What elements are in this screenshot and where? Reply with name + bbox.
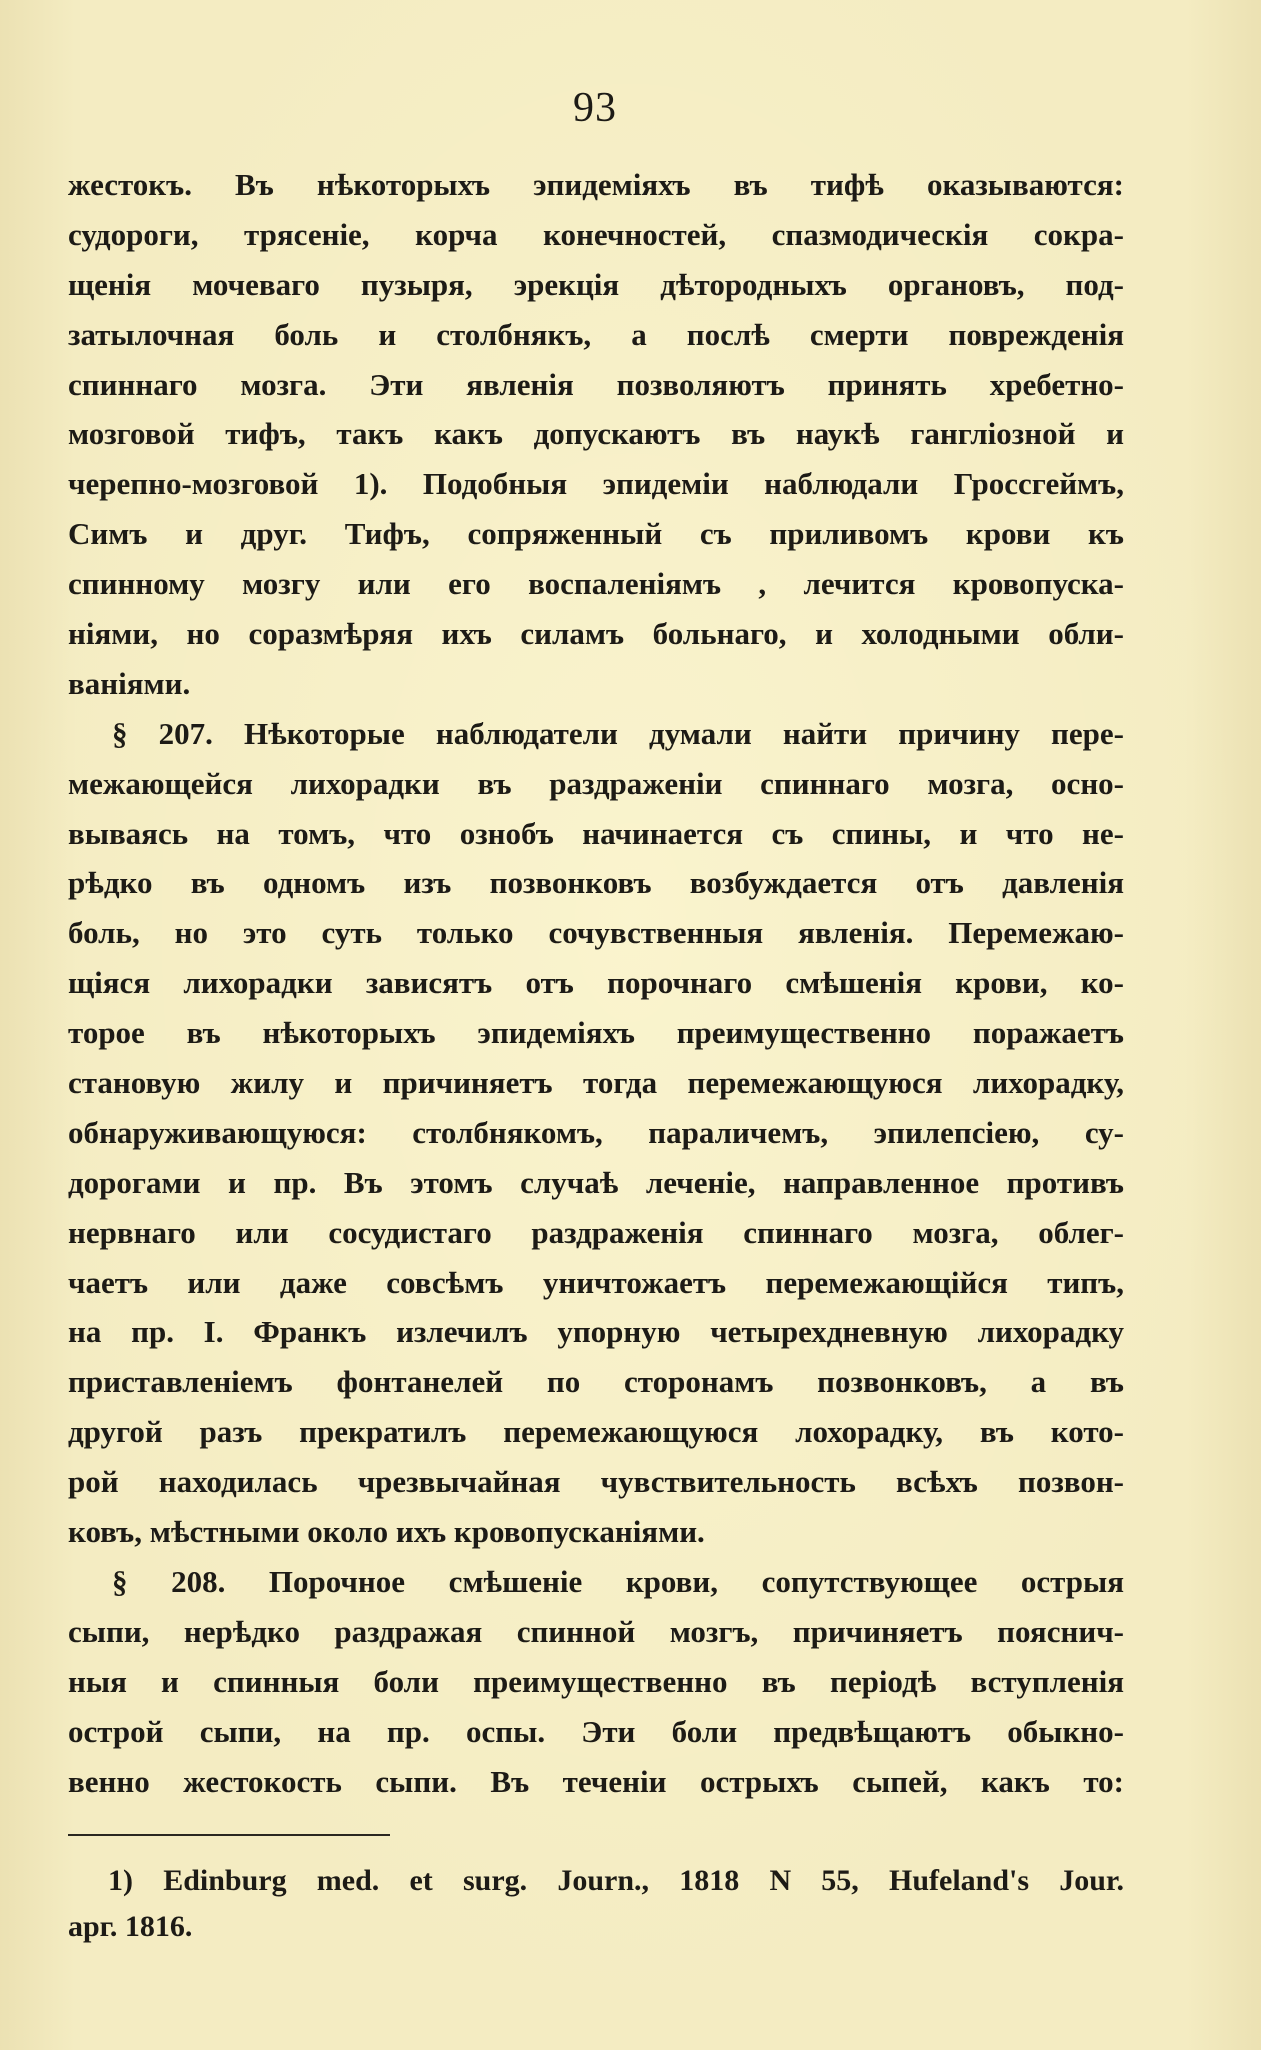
section-208-heading-line: § 208. Порочное смѣшеніе крови, сопутствующее острыя: [112, 1563, 1124, 1599]
page-number: 93: [573, 85, 617, 131]
text-line: рѣдко въ одномъ изъ позвонковъ возбуждается отъ давленія: [68, 865, 1124, 901]
footnote-line: 1) Edinburg med. et surg. Journ., 1818 N 55, Hufeland's Jour.: [108, 1864, 1124, 1897]
text-line: спинному мозгу или его воспаленіямъ , лечится кровопуска-: [68, 566, 1124, 602]
text-line: спиннаго мозга. Эти явленія позволяютъ принять хребетно-: [68, 366, 1124, 402]
text-line: ковъ, мѣстными около ихъ кровопусканіями.: [68, 1514, 705, 1550]
text-line: затылочная боль и столбнякъ, а послѣ смерти поврежденія: [68, 316, 1124, 352]
text-line: вываясь на томъ, что ознобъ начинается съ спины, и что не-: [68, 815, 1124, 851]
footnote: [68, 1858, 1124, 1950]
text-line: чаетъ или даже совсѣмъ уничтожаетъ перемежающійся типъ,: [68, 1264, 1124, 1300]
text-line: на пр. I. Франкъ излечилъ упорную четырехдневную лихорадку: [68, 1314, 1124, 1350]
text-line: боль, но это суть только сочувственныя явленія. Перемежаю-: [68, 915, 1124, 951]
text-line: межающейся лихорадки въ раздраженіи спиннаго мозга, осно-: [68, 765, 1124, 801]
text-line: сыпи, нерѣдко раздражая спинной мозгъ, причиняетъ пояснич-: [68, 1613, 1124, 1649]
text-line: судороги, трясеніе, корча конечностей, спазмодическія сокра-: [68, 216, 1124, 252]
text-line: жестокъ. Въ нѣкоторыхъ эпидеміяхъ въ тифѣ оказываются:: [68, 167, 1124, 202]
text-line: ваніями.: [68, 665, 191, 701]
text-line: щенія мочеваго пузыря, эрекція дѣтородныхъ органовъ, под-: [68, 266, 1124, 302]
footnote-line: арг. 1816.: [68, 1910, 193, 1943]
text-line: приставленіемъ фонтанелей по сторонамъ позвонковъ, а въ: [68, 1364, 1124, 1400]
text-line: рой находилась чрезвычайная чувствительность всѣхъ позвон-: [68, 1464, 1124, 1500]
text-line: обнаруживающуюся: столбнякомъ, параличемъ, эпилепсіею, су-: [68, 1114, 1124, 1150]
text-line: ніями, но соразмѣряя ихъ силамъ больнаго, и холодными обли-: [68, 616, 1124, 652]
text-line: становую жилу и причиняетъ тогда перемежающуюся лихорадку,: [68, 1065, 1124, 1101]
text-line: нервнаго или сосудистаго раздраженія спиннаго мозга, облег-: [68, 1214, 1124, 1250]
body-text: [68, 160, 1124, 1806]
text-line: торое въ нѣкоторыхъ эпидеміяхъ преимущественно поражаетъ: [68, 1015, 1124, 1051]
text-line: щіяся лихорадки зависятъ отъ порочнаго смѣшенія крови, ко-: [68, 965, 1124, 1001]
text-line: мозговой тифъ, такъ какъ допускаютъ въ наукѣ ганглiозной и: [68, 416, 1124, 452]
text-line: черепно-мозговой 1). Подобныя эпидеміи наблюдали Гроссгеймъ,: [68, 466, 1124, 502]
text-line: другой разъ прекратилъ перемежающуюся лохорадку, въ кото-: [68, 1414, 1124, 1450]
footnote-divider: [68, 1834, 390, 1836]
text-line: венно жестокость сыпи. Въ теченіи острыхъ сыпей, какъ то:: [68, 1763, 1124, 1799]
text-line: ныя и спинныя боли преимущественно въ періодѣ вступленія: [68, 1663, 1124, 1699]
text-line: Симъ и друг. Тифъ, сопряженный съ приливомъ крови къ: [68, 516, 1124, 552]
text-line: дорогами и пр. Въ этомъ случаѣ леченіе, направленное противъ: [68, 1164, 1124, 1200]
section-207-heading-line: § 207. Нѣкоторые наблюдатели думали найти причину пере-: [112, 715, 1124, 751]
text-line: острой сыпи, на пр. оспы. Эти боли предвѣщаютъ обыкно-: [68, 1713, 1124, 1749]
